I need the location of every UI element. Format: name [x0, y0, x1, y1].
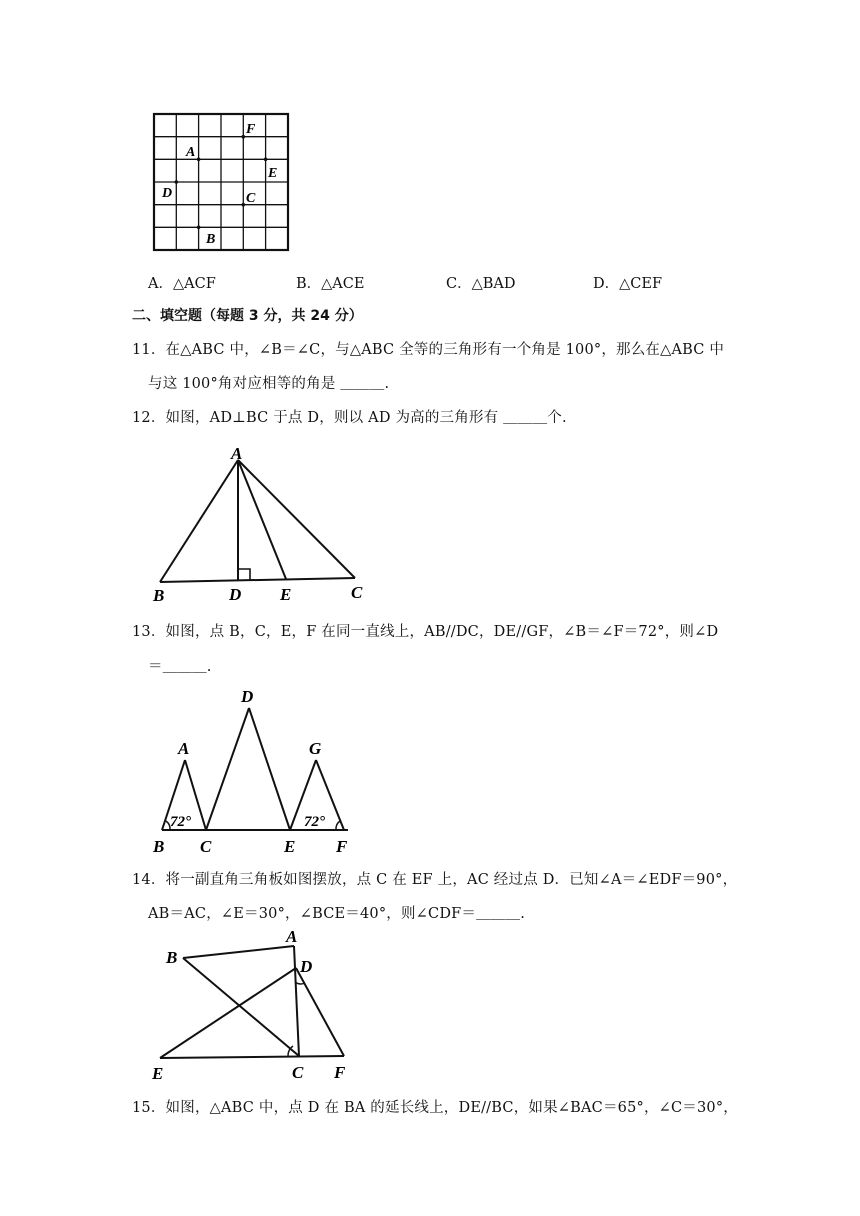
q13-line1: 13．如图，点 B，C，E，F 在同一直线上，AB//DC，DE//GF，∠B＝∠F＝72°，则∠D: [132, 624, 719, 640]
q14-line2: AB＝AC，∠E＝30°，∠BCE＝40°，则∠CDF＝＿＿＿.: [148, 906, 526, 922]
q13-label-B: B: [153, 837, 165, 856]
q11-line2: 与这 100°角对应相等的角是 ＿＿＿.: [148, 376, 390, 392]
option-a: A．△ACF: [148, 276, 216, 292]
q12-label-D: D: [229, 585, 242, 604]
q13-label-D: D: [241, 687, 254, 706]
q13-line2: ＝＿＿＿.: [148, 659, 212, 675]
q14-label-D: D: [300, 957, 313, 976]
q14-label-A: A: [286, 927, 298, 946]
grid-label-D: D: [162, 186, 173, 201]
q14-label-F: F: [334, 1063, 346, 1082]
grid-figure: [150, 110, 295, 256]
q12-label-E: E: [280, 585, 292, 604]
grid-label-E: E: [268, 166, 278, 181]
q12-line1: 12．如图，AD⊥BC 于点 D，则以 AD 为高的三角形有 ＿＿＿个.: [132, 410, 567, 426]
q14-label-E: E: [152, 1064, 164, 1083]
q11-line1: 11．在△ABC 中，∠B＝∠C，与△ABC 全等的三角形有一个角是 100°，那么在△ABC 中: [132, 342, 725, 358]
option-d: D．△CEF: [593, 276, 663, 292]
q13-label-F: F: [336, 837, 348, 856]
grid-label-C: C: [246, 191, 256, 206]
q12-figure: [145, 440, 375, 605]
q13-angle-F: 72°: [304, 814, 325, 830]
q13-angle-B: 72°: [170, 814, 191, 830]
q14-figure: [148, 925, 368, 1085]
grid-label-F: F: [246, 122, 256, 137]
q14-label-C: C: [292, 1063, 304, 1082]
q13-label-A: A: [178, 739, 190, 758]
q13-label-E: E: [284, 837, 296, 856]
q13-label-G: G: [309, 739, 322, 758]
grid-label-B: B: [206, 232, 216, 247]
q12-label-A: A: [231, 444, 243, 463]
q14-label-B: B: [166, 948, 178, 967]
q13-figure: [148, 680, 363, 860]
option-b: B．△ACE: [296, 276, 365, 292]
option-c: C．△BAD: [446, 276, 516, 292]
grid-label-A: A: [186, 145, 196, 160]
q15-line1: 15．如图，△ABC 中，点 D 在 BA 的延长线上，DE//BC，如果∠BAC＝65°，∠C＝30°，: [132, 1100, 739, 1116]
section-title: 二、填空题（每题 3 分，共 24 分）: [132, 308, 363, 324]
q12-label-C: C: [351, 583, 363, 602]
q12-label-B: B: [153, 586, 165, 605]
q13-label-C: C: [200, 837, 212, 856]
q14-line1: 14．将一副直角三角板如图摆放，点 C 在 EF 上，AC 经过点 D．已知∠A＝∠EDF＝90°，: [132, 872, 738, 888]
